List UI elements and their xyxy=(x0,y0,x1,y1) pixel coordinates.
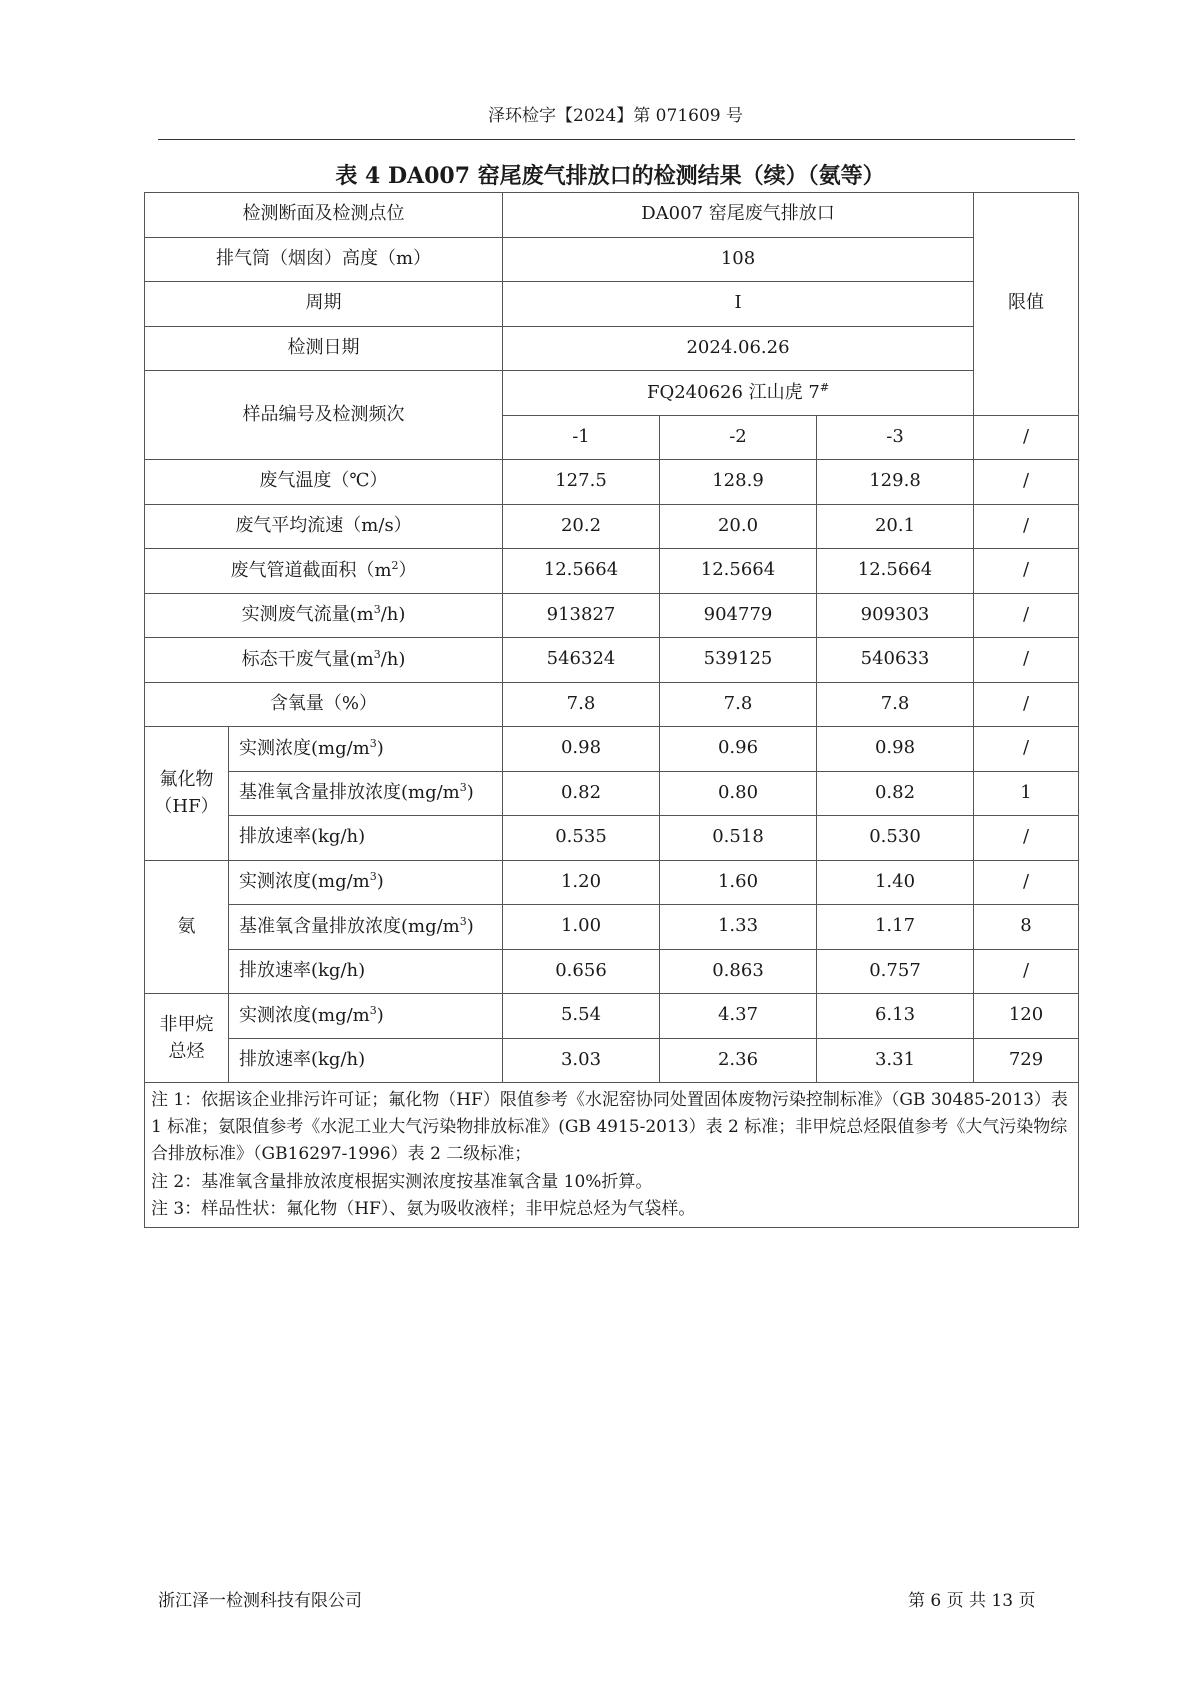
data-row xyxy=(145,994,1079,1039)
meta-row xyxy=(145,326,1079,371)
value-cell: 904779 xyxy=(660,593,817,638)
value-cell: 1.20 xyxy=(503,860,660,905)
row-label-tail: ) xyxy=(376,871,384,893)
row-label-sup: 3 xyxy=(369,870,377,884)
row-label-text: 废气平均流速（m/s） xyxy=(235,514,412,536)
value-cell: 128.9 xyxy=(660,460,817,505)
row-label-text: 实测废气流量(m xyxy=(241,604,374,626)
group-name-line1: 氟化物 xyxy=(159,769,214,791)
row-label-text: 实测浓度(mg/m xyxy=(239,871,370,893)
value-cell: 0.80 xyxy=(660,771,817,816)
row-label xyxy=(145,682,503,727)
value-cell: 0.530 xyxy=(817,816,974,861)
value-cell: 909303 xyxy=(817,593,974,638)
row-label xyxy=(229,771,503,816)
data-row xyxy=(145,905,1079,950)
note-3: 注 3：样品性状：氟化物（HF）、氨为吸收液样；非甲烷总烃为气袋样。 xyxy=(151,1198,696,1219)
row-label-tail: ) xyxy=(466,915,474,937)
meta-value: 2024.06.26 xyxy=(503,326,974,371)
limit-cell: / xyxy=(974,415,1079,460)
data-row xyxy=(145,638,1079,683)
value-cell: 127.5 xyxy=(503,460,660,505)
value-cell: 0.98 xyxy=(503,727,660,772)
frequency-cell: -1 xyxy=(503,415,660,460)
value-cell: 3.31 xyxy=(817,1038,974,1083)
data-row xyxy=(145,682,1079,727)
company-name: 浙江泽一检测科技有限公司 xyxy=(158,1591,362,1611)
row-label-text: 排放速率(kg/h) xyxy=(239,1048,366,1070)
data-row xyxy=(145,727,1079,772)
report-number: 泽环检字【2024】第 071609 号 xyxy=(488,106,743,126)
group-name-line2: （HF） xyxy=(154,796,219,818)
value-cell: 7.8 xyxy=(503,682,660,727)
limit-header: 限值 xyxy=(974,193,1079,416)
frequency-cell: -3 xyxy=(817,415,974,460)
row-label xyxy=(229,1038,503,1083)
meta-label: 周期 xyxy=(145,282,503,327)
frequency-cell: -2 xyxy=(660,415,817,460)
row-label-sup: 3 xyxy=(459,914,467,928)
row-label-sup: 2 xyxy=(391,558,399,572)
row-label xyxy=(145,638,503,683)
row-label-text: 基准氧含量排放浓度(mg/m xyxy=(239,915,460,937)
sample-id xyxy=(503,371,974,416)
group-name-line2: 总烃 xyxy=(168,1041,205,1062)
row-label-text: 废气温度（℃） xyxy=(259,470,388,492)
row-label xyxy=(229,949,503,994)
notes-row xyxy=(145,1083,1079,1228)
row-label-text: 废气管道截面积（m xyxy=(230,559,392,581)
group-name xyxy=(145,994,229,1083)
row-label-tail: /h) xyxy=(380,648,406,670)
value-cell: 5.54 xyxy=(503,994,660,1039)
value-cell: 0.518 xyxy=(660,816,817,861)
value-cell: 0.82 xyxy=(817,771,974,816)
value-cell: 20.2 xyxy=(503,504,660,549)
value-cell: 540633 xyxy=(817,638,974,683)
row-label-sup: 3 xyxy=(459,781,467,795)
value-cell: 1.00 xyxy=(503,905,660,950)
limit-cell: / xyxy=(974,504,1079,549)
row-label-text: 含氧量（%） xyxy=(269,692,378,714)
results-table xyxy=(144,192,1079,1228)
value-cell: 539125 xyxy=(660,638,817,683)
limit-cell: / xyxy=(974,727,1079,772)
value-cell: 6.13 xyxy=(817,994,974,1039)
limit-cell: / xyxy=(974,549,1079,594)
data-row xyxy=(145,816,1079,861)
row-label xyxy=(145,593,503,638)
row-label xyxy=(229,816,503,861)
meta-row xyxy=(145,237,1079,282)
row-label-text: 排放速率(kg/h) xyxy=(239,826,366,848)
value-cell: 20.1 xyxy=(817,504,974,549)
group-name xyxy=(145,727,229,861)
group-name-line1: 氨 xyxy=(177,916,196,938)
value-cell: 0.82 xyxy=(503,771,660,816)
group-rows xyxy=(145,727,1079,1083)
row-label-tail: ) xyxy=(376,737,384,759)
row-label-sup: 3 xyxy=(369,1003,377,1017)
value-cell: 0.863 xyxy=(660,949,817,994)
limit-cell: / xyxy=(974,593,1079,638)
data-row xyxy=(145,504,1079,549)
value-cell: 3.03 xyxy=(503,1038,660,1083)
row-label xyxy=(229,727,503,772)
row-label xyxy=(229,994,503,1039)
sample-id-sup: # xyxy=(819,380,830,394)
data-row xyxy=(145,549,1079,594)
row-label-text: 实测浓度(mg/m xyxy=(239,1004,370,1026)
value-cell: 1.33 xyxy=(660,905,817,950)
table-title: 表 4 DA007 窑尾废气排放口的检测结果（续）（氨等） xyxy=(335,163,885,189)
row-label-text: 排放速率(kg/h) xyxy=(239,959,366,981)
sample-row xyxy=(145,371,1079,416)
row-label-text: 标态干废气量(m xyxy=(241,648,374,670)
row-label xyxy=(229,905,503,950)
value-cell: 0.757 xyxy=(817,949,974,994)
row-label-tail: ） xyxy=(398,559,417,581)
value-cell: 1.40 xyxy=(817,860,974,905)
row-label-text: 实测浓度(mg/m xyxy=(239,737,370,759)
notes-cell xyxy=(145,1083,1079,1228)
meta-value: 108 xyxy=(503,237,974,282)
value-cell: 1.60 xyxy=(660,860,817,905)
data-row xyxy=(145,460,1079,505)
meta-label: 检测日期 xyxy=(145,326,503,371)
limit-cell: 729 xyxy=(974,1038,1079,1083)
limit-cell: / xyxy=(974,816,1079,861)
header-divider xyxy=(158,139,1075,140)
value-cell: 7.8 xyxy=(660,682,817,727)
group-name-line1: 非甲烷 xyxy=(159,1014,214,1035)
value-cell: 1.17 xyxy=(817,905,974,950)
limit-cell: / xyxy=(974,949,1079,994)
limit-cell: 120 xyxy=(974,994,1079,1039)
data-row xyxy=(145,949,1079,994)
meta-label: 检测断面及检测点位 xyxy=(145,193,503,238)
value-cell: 0.96 xyxy=(660,727,817,772)
meta-value: DA007 窑尾废气排放口 xyxy=(503,193,974,238)
limit-cell: / xyxy=(974,638,1079,683)
row-label xyxy=(145,504,503,549)
sample-label: 样品编号及检测频次 xyxy=(145,371,503,460)
limit-cell: / xyxy=(974,682,1079,727)
value-cell: 0.98 xyxy=(817,727,974,772)
value-cell: 4.37 xyxy=(660,994,817,1039)
row-label xyxy=(145,460,503,505)
meta-label: 排气筒（烟囱）高度（m） xyxy=(145,237,503,282)
value-cell: 12.5664 xyxy=(660,549,817,594)
value-cell: 546324 xyxy=(503,638,660,683)
limit-cell: 1 xyxy=(974,771,1079,816)
general-rows xyxy=(145,460,1079,727)
value-cell: 2.36 xyxy=(660,1038,817,1083)
value-cell: 20.0 xyxy=(660,504,817,549)
note-2: 注 2：基准氧含量排放浓度根据实测浓度按基准氧含量 10%折算。 xyxy=(151,1171,653,1192)
row-label xyxy=(145,549,503,594)
row-label-text: 基准氧含量排放浓度(mg/m xyxy=(239,782,460,804)
row-label-sup: 3 xyxy=(369,736,377,750)
row-label-tail: ) xyxy=(466,782,474,804)
meta-row xyxy=(145,282,1079,327)
data-row xyxy=(145,860,1079,905)
data-row xyxy=(145,771,1079,816)
value-cell: 12.5664 xyxy=(503,549,660,594)
value-cell: 12.5664 xyxy=(817,549,974,594)
group-name xyxy=(145,860,229,994)
limit-cell: 8 xyxy=(974,905,1079,950)
value-cell: 129.8 xyxy=(817,460,974,505)
value-cell: 0.656 xyxy=(503,949,660,994)
row-label-sup: 3 xyxy=(373,603,381,617)
row-label-tail: /h) xyxy=(380,604,406,626)
sample-id-text: FQ240626 江山虎 7 xyxy=(646,381,820,403)
page-info: 第 6 页 共 13 页 xyxy=(908,1591,1036,1611)
data-row xyxy=(145,1038,1079,1083)
note-1: 注 1：依据该企业排污许可证；氟化物（HF）限值参考《水泥窑协同处置固体废物污染控制标准》（GB 30485-2013）表 1 标准；氨限值参考《水泥工业大气污染物排放标准》(GB 4915-2013）表 2 标准；非甲烷总烃限值参考《大气污染物综合排放标准》（GB16297-1996）表 2 二级标准； xyxy=(151,1090,1068,1165)
row-label xyxy=(229,860,503,905)
row-label-tail: ) xyxy=(376,1004,384,1026)
meta-row xyxy=(145,193,1079,238)
value-cell: 913827 xyxy=(503,593,660,638)
value-cell: 0.535 xyxy=(503,816,660,861)
limit-cell: / xyxy=(974,860,1079,905)
value-cell: 7.8 xyxy=(817,682,974,727)
limit-cell: / xyxy=(974,460,1079,505)
row-label-sup: 3 xyxy=(373,647,381,661)
data-row xyxy=(145,593,1079,638)
meta-value: I xyxy=(503,282,974,327)
